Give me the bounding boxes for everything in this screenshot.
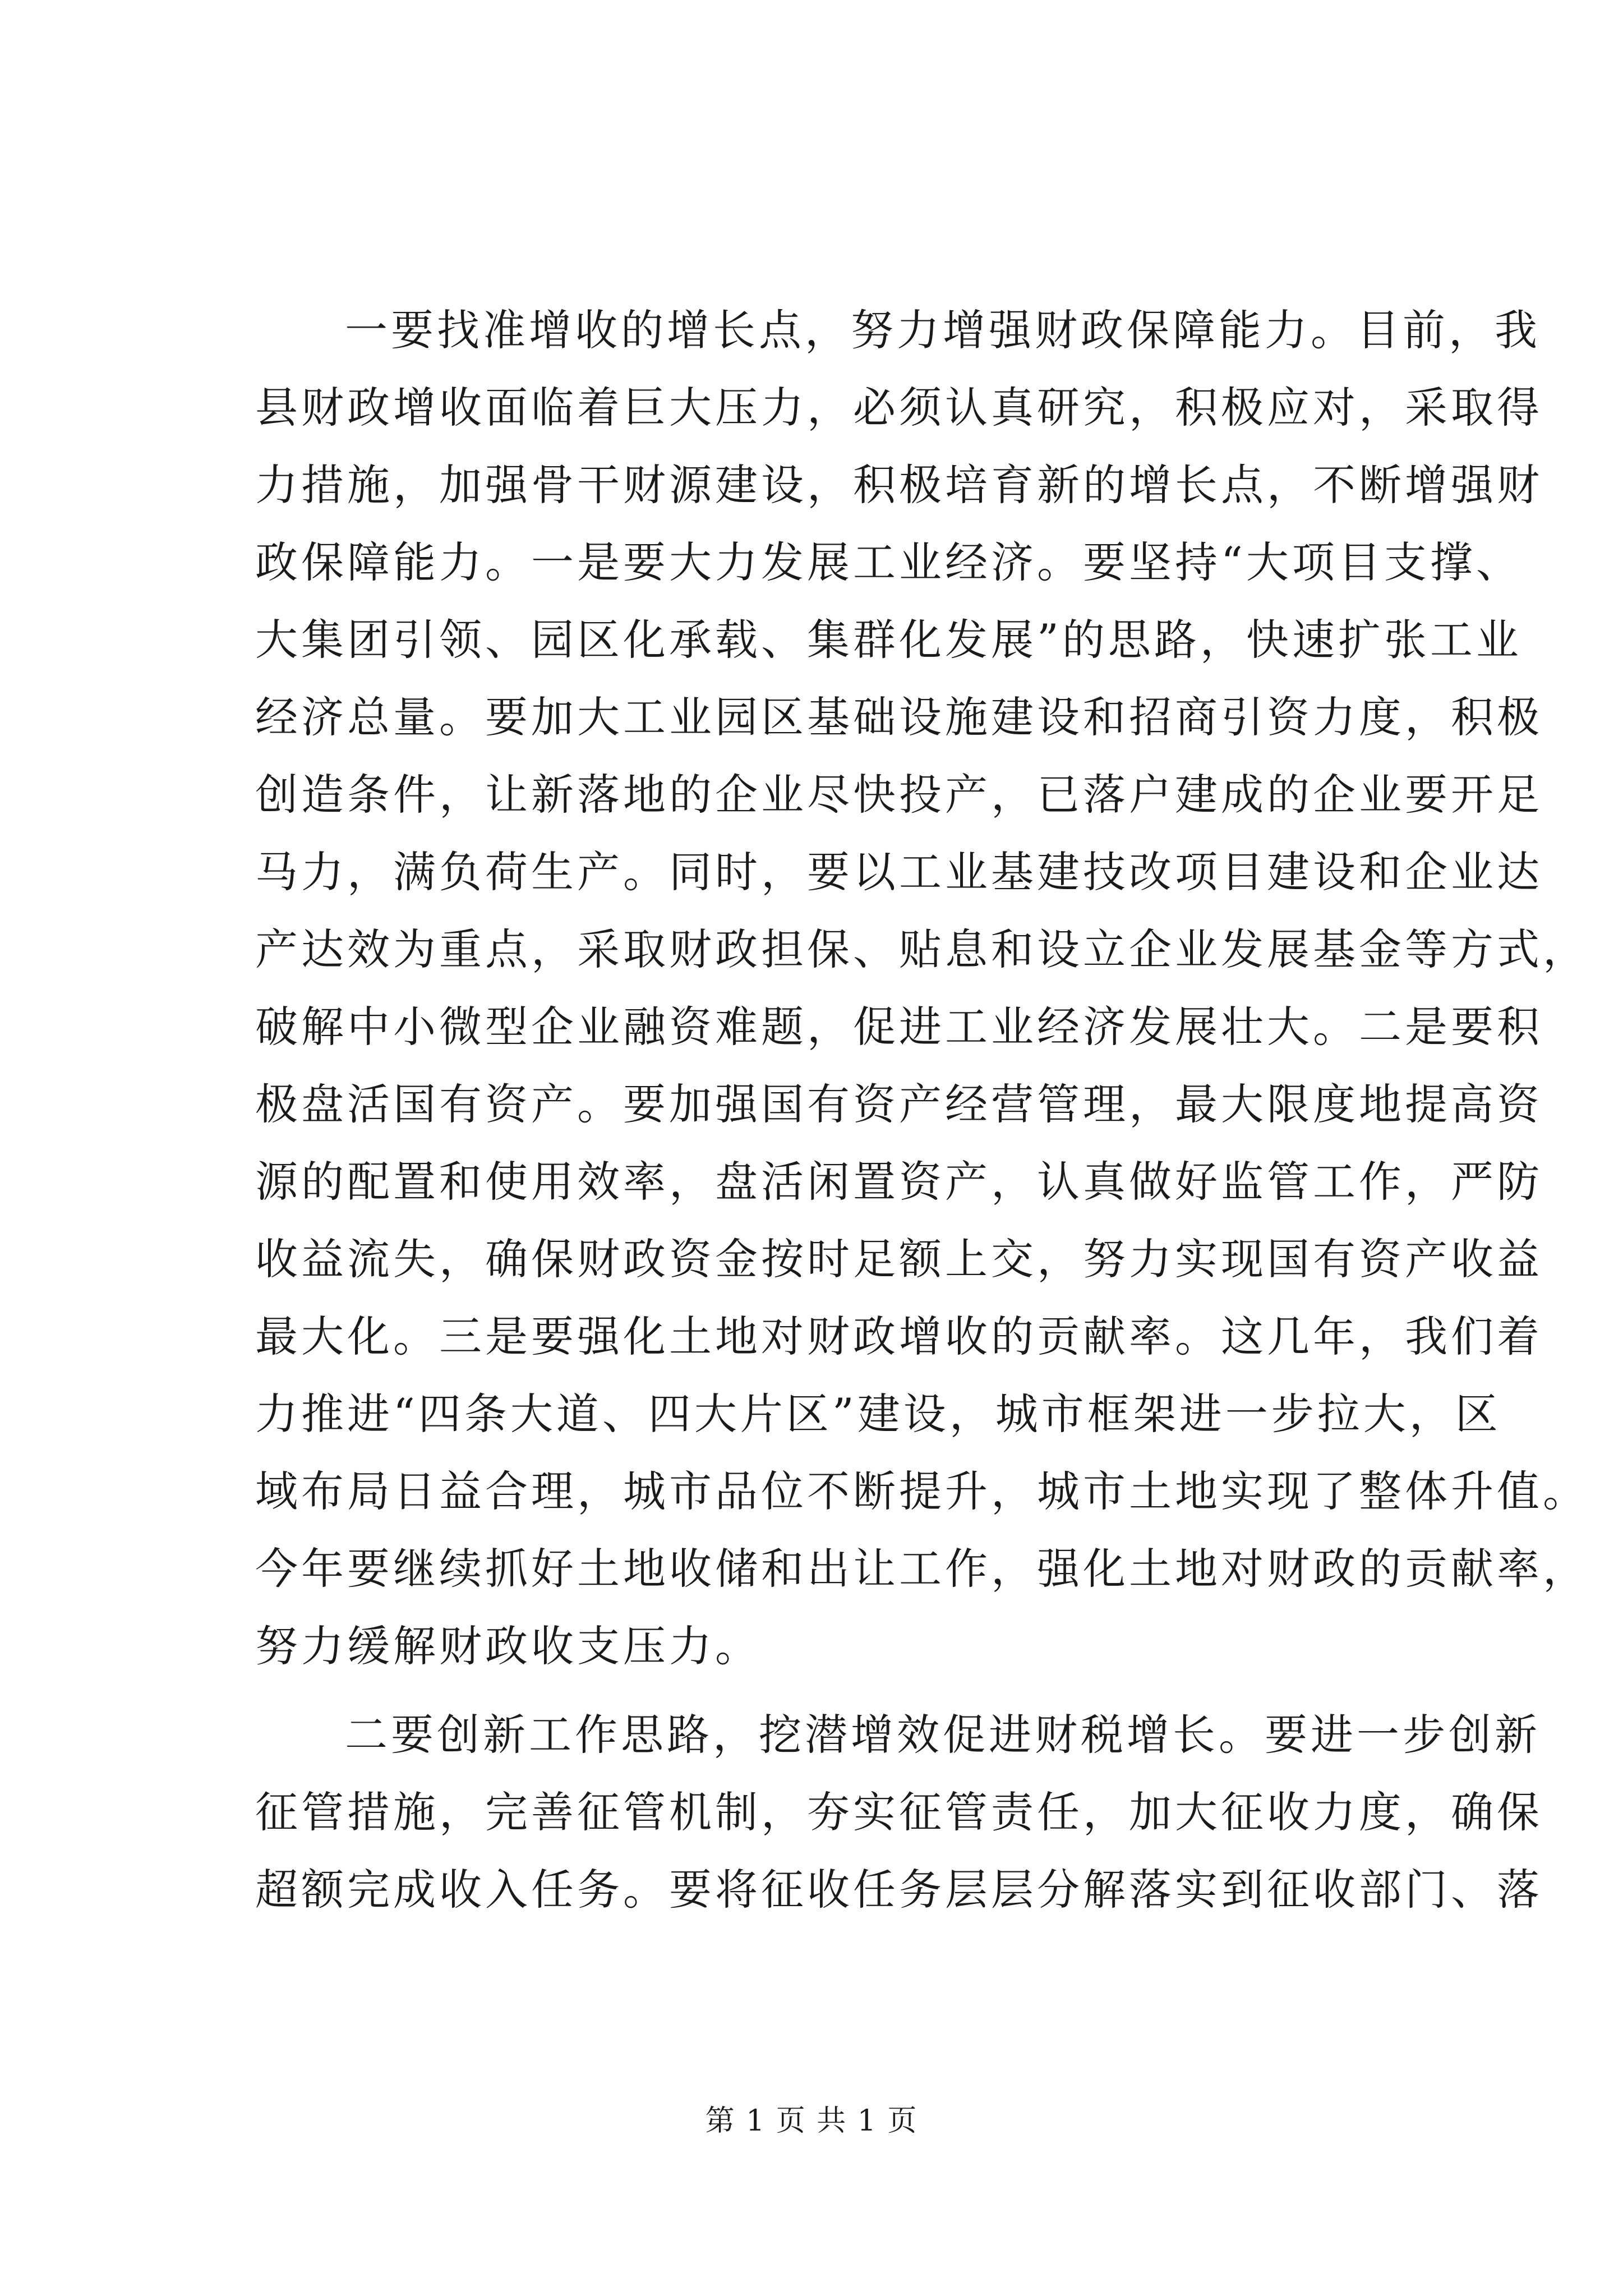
text-line: 最大化。三是要强化土地对财政增收的贡献率。这几年，我们着 bbox=[255, 1312, 1543, 1361]
paragraph-gap bbox=[255, 1685, 1416, 1696]
text-line: 极盘活国有资产。要加强国有资产经营管理，最大限度地提高资 bbox=[255, 1079, 1543, 1129]
text-line: 县财政增收面临着巨大压力，必须认真研究，积极应对，采取得 bbox=[255, 383, 1543, 432]
page-footer: 第 1 页 共 1 页 bbox=[705, 2104, 918, 2138]
paragraph-2 bbox=[255, 1696, 1543, 1929]
text-line: 破解中小微型企业融资难题，促进工业经济发展壮大。二是要积 bbox=[255, 1002, 1543, 1052]
text-line: 努力缓解财政收支压力。 bbox=[255, 1621, 761, 1671]
text-line: 域布局日益合理，城市品位不断提升，城市土地实现了整体升值。 bbox=[255, 1466, 1589, 1516]
paragraph-1 bbox=[255, 292, 1589, 1685]
document-body bbox=[255, 292, 1589, 1929]
text-line: 政保障能力。一是要大力发展工业经济。要坚持“大项目支撑、 bbox=[255, 537, 1522, 587]
text-line: 收益流失，确保财政资金按时足额上交，努力实现国有资产收益 bbox=[255, 1234, 1543, 1284]
text-line: 创造条件，让新落地的企业尽快投产，已落户建成的企业要开足 bbox=[255, 770, 1543, 820]
text-line: 马力，满负荷生产。同时，要以工业基建技改项目建设和企业达 bbox=[255, 847, 1543, 897]
text-line: 大集团引领、园区化承载、集群化发展”的思路，快速扩张工业 bbox=[255, 615, 1522, 665]
text-line: 经济总量。要加大工业园区基础设施建设和招商引资力度，积极 bbox=[255, 692, 1543, 742]
text-line: 一要找准增收的增长点，努力增强财政保障能力。目前，我 bbox=[345, 305, 1541, 355]
text-line: 力措施，加强骨干财源建设，积极培育新的增长点，不断增强财 bbox=[255, 460, 1543, 510]
text-line: 产达效为重点，采取财政担保、贴息和设立企业发展基金等方式， bbox=[255, 924, 1589, 974]
text-line: 二要创新工作思路，挖潜增效促进财税增长。要进一步创新 bbox=[345, 1710, 1541, 1760]
text-line: 力推进“四条大道、四大片区”建设，城市框架进一步拉大，区 bbox=[255, 1389, 1501, 1439]
text-line: 征管措施，完善征管机制，夯实征管责任，加大征收力度，确保 bbox=[255, 1787, 1543, 1837]
text-line: 今年要继续抓好土地收储和出让工作，强化土地对财政的贡献率， bbox=[255, 1544, 1589, 1594]
text-line: 超额完成收入任务。要将征收任务层层分解落实到征收部门、落 bbox=[255, 1865, 1543, 1915]
text-line: 源的配置和使用效率，盘活闲置资产，认真做好监管工作，严防 bbox=[255, 1157, 1543, 1207]
